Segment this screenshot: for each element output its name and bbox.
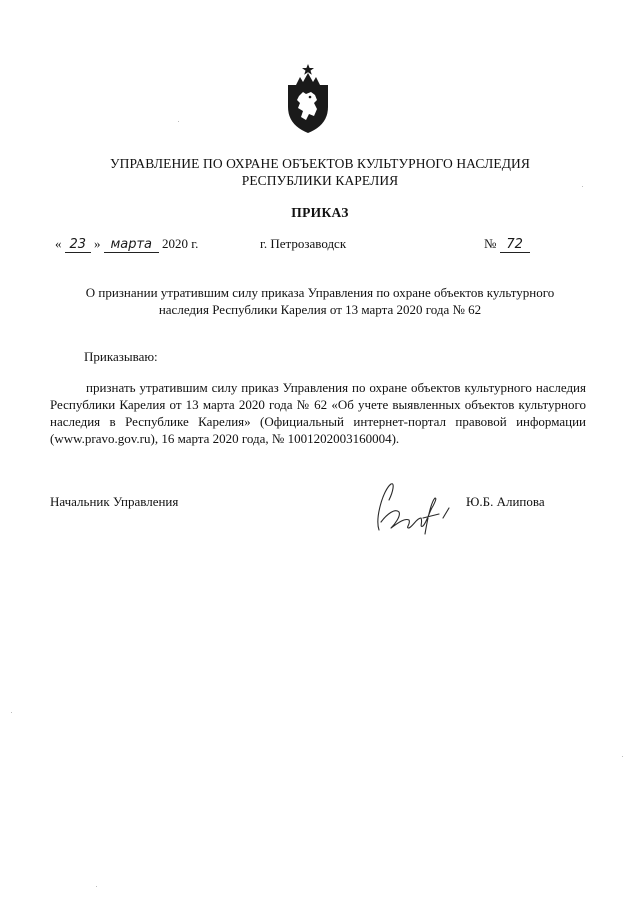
organization-name [0,155,640,189]
order-number [484,236,530,253]
organization-name-line-2: РЕСПУБЛИКИ КАРЕЛИЯ [241,173,399,188]
scan-speck [178,121,179,122]
date-month-handwritten: марта [104,237,159,253]
handwritten-signature-icon [365,478,465,540]
order-subject [0,284,640,318]
order-directive-word: Приказываю: [84,349,158,364]
order-subject-line-1: О признании утратившим силу приказа Управления по охране объектов культурного [85,285,555,300]
order-body-text: признать утратившим силу приказ Управления по охране объектов культурного наследия Республики Карелия от 13 марта 2020 года № 62 «Об учете выявленных объектов культурного наследия в Республике Карелия» (Официальный интернет-портал правовой информации (www.pravo.gov.ru), 16 марта 2020 года, № 1001202003160004). [50,380,586,446]
order-number-handwritten: 72 [500,237,530,253]
signatory-name: Ю.Б. Алипова [466,494,545,509]
date-open-quote: « [55,236,62,251]
date-day-handwritten: 23 [65,237,91,253]
signatory-position: Начальник Управления [50,494,179,509]
date-close-quote: » [94,236,101,251]
order-number-label: № [484,236,497,251]
scan-speck [582,186,583,187]
document-type-title: ПРИКАЗ [291,205,349,220]
scan-speck [96,886,97,887]
date-year: 2020 г. [162,236,199,251]
scan-speck [622,756,623,757]
organization-name-line-1: УПРАВЛЕНИЕ ПО ОХРАНЕ ОБЪЕКТОВ КУЛЬТУРНОГО НАСЛЕДИЯ [110,156,530,171]
order-date [55,236,198,253]
order-subject-line-2: наследия Республики Карелия от 13 марта 2020 года № 62 [158,302,482,317]
scan-speck [11,712,12,713]
order-place: г. Петрозаводск [260,236,347,251]
karelia-coat-of-arms-icon [284,63,332,135]
